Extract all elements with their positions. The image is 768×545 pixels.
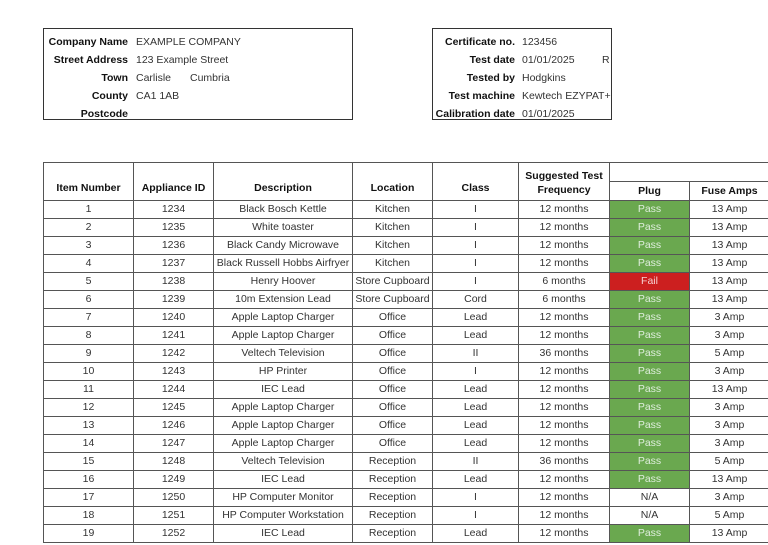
- appliance-id-cell: 1245: [134, 399, 214, 417]
- appliance-id-cell: 1246: [134, 417, 214, 435]
- appliance-id-cell: 1250: [134, 489, 214, 507]
- class-cell: Lead: [433, 399, 519, 417]
- location-cell: Office: [353, 435, 433, 453]
- item-number-cell: 19: [44, 525, 134, 543]
- plug-result-cell: Pass: [610, 417, 690, 435]
- fuse-amps-cell: 13 Amp: [690, 237, 768, 255]
- appliance-id-cell: 1238: [134, 273, 214, 291]
- frequency-cell: 12 months: [519, 237, 610, 255]
- item-number-cell: 3: [44, 237, 134, 255]
- fuse-amps-cell: 3 Amp: [690, 417, 768, 435]
- frequency-cell: 12 months: [519, 399, 610, 417]
- location-cell: Kitchen: [353, 255, 433, 273]
- table-row: [44, 453, 768, 471]
- item-number-cell: 11: [44, 381, 134, 399]
- plug-result-cell: Pass: [610, 435, 690, 453]
- item-number-cell: 16: [44, 471, 134, 489]
- appliance-id-cell: 1243: [134, 363, 214, 381]
- item-number-cell: 13: [44, 417, 134, 435]
- frequency-cell: 12 months: [519, 201, 610, 219]
- company-label: Town: [101, 72, 128, 84]
- appliance-id-cell: 1251: [134, 507, 214, 525]
- description-cell: IEC Lead: [214, 471, 353, 489]
- company-value: Carlisle: [136, 72, 172, 84]
- appliance-id-cell: 1234: [134, 201, 214, 219]
- appliance-id-cell: 1242: [134, 345, 214, 363]
- class-cell: Lead: [433, 435, 519, 453]
- frequency-cell: 12 months: [519, 471, 610, 489]
- column-header-description: Description: [214, 163, 353, 201]
- table-row: [44, 291, 768, 309]
- class-cell: I: [433, 273, 519, 291]
- class-cell: I: [433, 237, 519, 255]
- plug-result-cell: Pass: [610, 381, 690, 399]
- company-value: 123 Example Street: [136, 54, 229, 66]
- class-cell: II: [433, 345, 519, 363]
- description-cell: Apple Laptop Charger: [214, 417, 353, 435]
- fuse-amps-cell: 13 Amp: [690, 471, 768, 489]
- class-cell: I: [433, 363, 519, 381]
- cert-value: 01/01/2025: [522, 54, 575, 66]
- appliance-id-cell: 1237: [134, 255, 214, 273]
- plug-result-cell: Pass: [610, 363, 690, 381]
- company-label: County: [91, 90, 128, 102]
- plug-result-cell: Fail: [610, 273, 690, 291]
- title-area: [0, 130, 768, 160]
- fuse-amps-cell: 5 Amp: [690, 453, 768, 471]
- frequency-cell: 12 months: [519, 309, 610, 327]
- fuse-amps-cell: 5 Amp: [690, 507, 768, 525]
- company-label: Street Address: [53, 54, 128, 66]
- location-cell: Reception: [353, 507, 433, 525]
- table-row: [44, 273, 768, 291]
- company-row: [44, 33, 352, 51]
- fuse-amps-cell: 3 Amp: [690, 435, 768, 453]
- location-cell: Office: [353, 345, 433, 363]
- column-header-fuse-amps: Fuse Amps: [690, 182, 768, 201]
- item-number-cell: 18: [44, 507, 134, 525]
- table-row: [44, 507, 768, 525]
- fuse-amps-cell: 13 Amp: [690, 381, 768, 399]
- class-cell: Lead: [433, 381, 519, 399]
- company-row: [44, 69, 352, 87]
- company-row: [44, 51, 352, 69]
- column-group-header: [610, 163, 768, 182]
- cert-row: [433, 105, 611, 120]
- cert-value: Kewtech EZYPAT+: [522, 90, 611, 102]
- plug-result-cell: Pass: [610, 345, 690, 363]
- company-label: Postcode: [80, 108, 128, 120]
- cert-label: Test date: [469, 54, 515, 66]
- description-cell: Black Candy Microwave: [214, 237, 353, 255]
- appliance-id-cell: 1240: [134, 309, 214, 327]
- description-cell: HP Computer Workstation: [214, 507, 353, 525]
- location-cell: Office: [353, 327, 433, 345]
- plug-result-cell: Pass: [610, 219, 690, 237]
- company-label: Company Name: [48, 36, 128, 48]
- frequency-cell: 12 months: [519, 417, 610, 435]
- cert-row: [433, 87, 611, 105]
- item-number-cell: 8: [44, 327, 134, 345]
- plug-result-cell: N/A: [610, 489, 690, 507]
- column-header-class: Class: [433, 163, 519, 201]
- certificate-details-box: [432, 28, 612, 120]
- cert-label: Test machine: [448, 90, 515, 102]
- fuse-amps-cell: 13 Amp: [690, 291, 768, 309]
- column-header-appliance-id: Appliance ID: [134, 163, 214, 201]
- description-cell: Henry Hoover: [214, 273, 353, 291]
- location-cell: Kitchen: [353, 219, 433, 237]
- fuse-amps-cell: 3 Amp: [690, 309, 768, 327]
- frequency-cell: 12 months: [519, 327, 610, 345]
- description-cell: 10m Extension Lead: [214, 291, 353, 309]
- location-cell: Kitchen: [353, 201, 433, 219]
- item-number-cell: 1: [44, 201, 134, 219]
- company-value: EXAMPLE COMPANY: [136, 36, 241, 48]
- description-cell: IEC Lead: [214, 381, 353, 399]
- plug-result-cell: Pass: [610, 399, 690, 417]
- table-row: [44, 309, 768, 327]
- appliance-id-cell: 1248: [134, 453, 214, 471]
- frequency-cell: 36 months: [519, 453, 610, 471]
- appliance-id-cell: 1249: [134, 471, 214, 489]
- item-number-cell: 12: [44, 399, 134, 417]
- appliance-test-table: [43, 162, 768, 543]
- appliance-id-cell: 1252: [134, 525, 214, 543]
- table-row: [44, 255, 768, 273]
- location-cell: Reception: [353, 471, 433, 489]
- appliance-table-container: [43, 162, 768, 545]
- column-header-item-number: Item Number: [44, 163, 134, 201]
- appliance-id-cell: 1244: [134, 381, 214, 399]
- appliance-id-cell: 1239: [134, 291, 214, 309]
- item-number-cell: 9: [44, 345, 134, 363]
- plug-result-cell: Pass: [610, 201, 690, 219]
- frequency-cell: 12 months: [519, 381, 610, 399]
- appliance-id-cell: 1247: [134, 435, 214, 453]
- fuse-amps-cell: 3 Amp: [690, 489, 768, 507]
- description-cell: Apple Laptop Charger: [214, 327, 353, 345]
- fuse-amps-cell: 13 Amp: [690, 219, 768, 237]
- fuse-amps-cell: 13 Amp: [690, 525, 768, 543]
- item-number-cell: 14: [44, 435, 134, 453]
- frequency-cell: 12 months: [519, 507, 610, 525]
- table-row: [44, 363, 768, 381]
- frequency-cell: 12 months: [519, 363, 610, 381]
- location-cell: Office: [353, 417, 433, 435]
- cert-value: 01/01/2025: [522, 108, 575, 120]
- table-row: [44, 219, 768, 237]
- class-cell: Lead: [433, 309, 519, 327]
- frequency-cell: 36 months: [519, 345, 610, 363]
- item-number-cell: 4: [44, 255, 134, 273]
- location-cell: Reception: [353, 453, 433, 471]
- company-value: CA1 1AB: [136, 90, 180, 102]
- column-header-frequency: Suggested Test Frequency: [519, 163, 610, 201]
- appliance-id-cell: 1235: [134, 219, 214, 237]
- table-header-row: [44, 163, 768, 182]
- appliance-id-cell: 1236: [134, 237, 214, 255]
- class-cell: Lead: [433, 417, 519, 435]
- item-number-cell: 5: [44, 273, 134, 291]
- location-cell: Office: [353, 309, 433, 327]
- cert-label: Tested by: [466, 72, 515, 84]
- class-cell: Lead: [433, 471, 519, 489]
- fuse-amps-cell: 13 Amp: [690, 273, 768, 291]
- frequency-cell: 6 months: [519, 291, 610, 309]
- class-cell: I: [433, 219, 519, 237]
- fuse-amps-cell: 5 Amp: [690, 345, 768, 363]
- table-row: [44, 525, 768, 543]
- company-row: [44, 105, 352, 123]
- table-row: [44, 417, 768, 435]
- table-row: [44, 471, 768, 489]
- item-number-cell: 2: [44, 219, 134, 237]
- table-row: [44, 399, 768, 417]
- class-cell: I: [433, 507, 519, 525]
- description-cell: White toaster: [214, 219, 353, 237]
- item-number-cell: 17: [44, 489, 134, 507]
- company-details-box: [43, 28, 353, 120]
- table-row: [44, 435, 768, 453]
- location-cell: Store Cupboard: [353, 273, 433, 291]
- item-number-cell: 15: [44, 453, 134, 471]
- description-cell: Black Russell Hobbs Airfryer: [214, 255, 353, 273]
- cert-value: Hodgkins: [522, 72, 566, 84]
- location-cell: Reception: [353, 489, 433, 507]
- description-cell: Veltech Television: [214, 453, 353, 471]
- cert-row: [433, 51, 611, 69]
- class-cell: I: [433, 255, 519, 273]
- frequency-cell: 12 months: [519, 525, 610, 543]
- company-row: [44, 87, 352, 105]
- plug-result-cell: Pass: [610, 453, 690, 471]
- company-extra-value: Cumbria: [190, 72, 230, 84]
- column-header-location: Location: [353, 163, 433, 201]
- description-cell: Apple Laptop Charger: [214, 309, 353, 327]
- location-cell: Office: [353, 363, 433, 381]
- class-cell: I: [433, 489, 519, 507]
- table-row: [44, 489, 768, 507]
- item-number-cell: 7: [44, 309, 134, 327]
- fuse-amps-cell: 3 Amp: [690, 399, 768, 417]
- location-cell: Kitchen: [353, 237, 433, 255]
- item-number-cell: 10: [44, 363, 134, 381]
- table-row: [44, 201, 768, 219]
- description-cell: HP Printer: [214, 363, 353, 381]
- class-cell: Lead: [433, 327, 519, 345]
- location-cell: Office: [353, 381, 433, 399]
- class-cell: I: [433, 201, 519, 219]
- frequency-cell: 12 months: [519, 219, 610, 237]
- class-cell: Cord: [433, 291, 519, 309]
- appliance-id-cell: 1241: [134, 327, 214, 345]
- class-cell: II: [433, 453, 519, 471]
- cert-value: 123456: [522, 36, 558, 48]
- frequency-cell: 12 months: [519, 435, 610, 453]
- location-cell: Reception: [353, 525, 433, 543]
- plug-result-cell: Pass: [610, 327, 690, 345]
- frequency-cell: 12 months: [519, 255, 610, 273]
- description-cell: Black Bosch Kettle: [214, 201, 353, 219]
- cert-label: Certificate no.: [444, 36, 515, 48]
- class-cell: Lead: [433, 525, 519, 543]
- table-row: [44, 327, 768, 345]
- description-cell: IEC Lead: [214, 525, 353, 543]
- table-row: [44, 381, 768, 399]
- location-cell: Office: [353, 399, 433, 417]
- frequency-cell: 6 months: [519, 273, 610, 291]
- plug-result-cell: Pass: [610, 309, 690, 327]
- fuse-amps-cell: 13 Amp: [690, 201, 768, 219]
- plug-result-cell: Pass: [610, 237, 690, 255]
- plug-result-cell: N/A: [610, 507, 690, 525]
- cert-extra-value: R: [602, 54, 610, 66]
- location-cell: Store Cupboard: [353, 291, 433, 309]
- description-cell: Apple Laptop Charger: [214, 399, 353, 417]
- plug-result-cell: Pass: [610, 255, 690, 273]
- plug-result-cell: Pass: [610, 471, 690, 489]
- frequency-cell: 12 months: [519, 489, 610, 507]
- cert-row: [433, 33, 611, 51]
- plug-result-cell: Pass: [610, 291, 690, 309]
- item-number-cell: 6: [44, 291, 134, 309]
- column-header-plug: Plug: [610, 182, 690, 201]
- description-cell: HP Computer Monitor: [214, 489, 353, 507]
- table-row: [44, 237, 768, 255]
- fuse-amps-cell: 13 Amp: [690, 255, 768, 273]
- table-row: [44, 345, 768, 363]
- fuse-amps-cell: 3 Amp: [690, 363, 768, 381]
- plug-result-cell: Pass: [610, 525, 690, 543]
- description-cell: Veltech Television: [214, 345, 353, 363]
- cert-label: Calibration date: [435, 108, 515, 120]
- cert-row: [433, 69, 611, 87]
- fuse-amps-cell: 3 Amp: [690, 327, 768, 345]
- description-cell: Apple Laptop Charger: [214, 435, 353, 453]
